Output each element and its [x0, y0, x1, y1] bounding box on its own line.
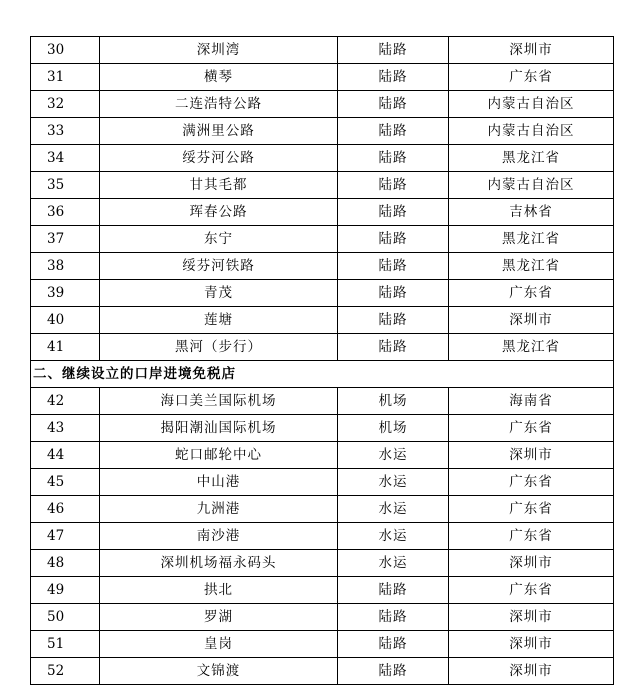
port-name: 横琴: [100, 64, 338, 91]
port-region: 内蒙古自治区: [449, 172, 614, 199]
port-type: 陆路: [338, 577, 449, 604]
table-row: [31, 37, 614, 64]
port-name: 中山港: [100, 469, 338, 496]
row-number: 37: [31, 226, 100, 253]
port-region: 广东省: [449, 469, 614, 496]
row-number: 51: [31, 631, 100, 658]
port-name: 深圳湾: [100, 37, 338, 64]
table-row: [31, 577, 614, 604]
port-name: 绥芬河公路: [100, 145, 338, 172]
table-row: [31, 415, 614, 442]
row-number: 43: [31, 415, 100, 442]
row-number: 34: [31, 145, 100, 172]
port-region: 黑龙江省: [449, 145, 614, 172]
table-row: [31, 280, 614, 307]
port-type: 水运: [338, 496, 449, 523]
table-row: [31, 145, 614, 172]
port-region: 广东省: [449, 523, 614, 550]
port-type: 陆路: [338, 199, 449, 226]
section-heading: 二、继续设立的口岸进境免税店: [31, 361, 614, 388]
port-type: 陆路: [338, 91, 449, 118]
port-type: 陆路: [338, 631, 449, 658]
port-type: 陆路: [338, 64, 449, 91]
port-name: 皇岗: [100, 631, 338, 658]
port-name: 黑河（步行）: [100, 334, 338, 361]
port-type: 陆路: [338, 334, 449, 361]
port-type: 陆路: [338, 658, 449, 685]
port-region: 内蒙古自治区: [449, 91, 614, 118]
table-row: [31, 604, 614, 631]
port-type: 陆路: [338, 118, 449, 145]
port-name: 东宁: [100, 226, 338, 253]
port-region: 深圳市: [449, 442, 614, 469]
port-name: 南沙港: [100, 523, 338, 550]
port-type: 陆路: [338, 172, 449, 199]
port-region: 深圳市: [449, 307, 614, 334]
port-name: 绥芬河铁路: [100, 253, 338, 280]
port-name: 揭阳潮汕国际机场: [100, 415, 338, 442]
row-number: 32: [31, 91, 100, 118]
port-name: 拱北: [100, 577, 338, 604]
table-row: [31, 550, 614, 577]
table-row: [31, 496, 614, 523]
table-row: [31, 64, 614, 91]
port-name: 深圳机场福永码头: [100, 550, 338, 577]
port-region: 吉林省: [449, 199, 614, 226]
port-name: 蛇口邮轮中心: [100, 442, 338, 469]
row-number: 49: [31, 577, 100, 604]
port-region: 黑龙江省: [449, 253, 614, 280]
port-name: 文锦渡: [100, 658, 338, 685]
row-number: 36: [31, 199, 100, 226]
row-number: 48: [31, 550, 100, 577]
port-region: 黑龙江省: [449, 334, 614, 361]
port-type: 水运: [338, 442, 449, 469]
port-type: 陆路: [338, 226, 449, 253]
port-name: 九洲港: [100, 496, 338, 523]
table-row: [31, 334, 614, 361]
port-region: 黑龙江省: [449, 226, 614, 253]
port-region: 广东省: [449, 496, 614, 523]
port-name: 莲塘: [100, 307, 338, 334]
port-type: 陆路: [338, 604, 449, 631]
table-row: [31, 658, 614, 685]
port-region: 广东省: [449, 280, 614, 307]
port-region: 内蒙古自治区: [449, 118, 614, 145]
section-heading-row: [31, 361, 614, 388]
table-row: [31, 631, 614, 658]
row-number: 45: [31, 469, 100, 496]
row-number: 44: [31, 442, 100, 469]
port-type: 机场: [338, 415, 449, 442]
table-row: [31, 469, 614, 496]
table-row: [31, 253, 614, 280]
port-type: 水运: [338, 523, 449, 550]
row-number: 38: [31, 253, 100, 280]
port-type: 机场: [338, 388, 449, 415]
port-name: 海口美兰国际机场: [100, 388, 338, 415]
row-number: 46: [31, 496, 100, 523]
row-number: 47: [31, 523, 100, 550]
port-name: 珲春公路: [100, 199, 338, 226]
port-name: 二连浩特公路: [100, 91, 338, 118]
table-row: [31, 172, 614, 199]
port-region: 深圳市: [449, 631, 614, 658]
port-region: 海南省: [449, 388, 614, 415]
row-number: 39: [31, 280, 100, 307]
port-name: 罗湖: [100, 604, 338, 631]
duty-free-port-table: [30, 36, 614, 685]
port-type: 水运: [338, 550, 449, 577]
port-name: 甘其毛都: [100, 172, 338, 199]
row-number: 42: [31, 388, 100, 415]
table-row: [31, 388, 614, 415]
row-number: 50: [31, 604, 100, 631]
row-number: 30: [31, 37, 100, 64]
port-region: 深圳市: [449, 37, 614, 64]
port-region: 广东省: [449, 577, 614, 604]
port-type: 水运: [338, 469, 449, 496]
port-region: 深圳市: [449, 550, 614, 577]
port-type: 陆路: [338, 253, 449, 280]
row-number: 33: [31, 118, 100, 145]
row-number: 52: [31, 658, 100, 685]
table-row: [31, 226, 614, 253]
row-number: 31: [31, 64, 100, 91]
table-row: [31, 307, 614, 334]
table-row: [31, 91, 614, 118]
port-region: 广东省: [449, 415, 614, 442]
port-region: 广东省: [449, 64, 614, 91]
port-type: 陆路: [338, 280, 449, 307]
row-number: 40: [31, 307, 100, 334]
port-name: 满洲里公路: [100, 118, 338, 145]
port-region: 深圳市: [449, 604, 614, 631]
table-row: [31, 118, 614, 145]
port-name: 青茂: [100, 280, 338, 307]
table-row: [31, 199, 614, 226]
port-type: 陆路: [338, 145, 449, 172]
port-type: 陆路: [338, 37, 449, 64]
table-row: [31, 442, 614, 469]
row-number: 41: [31, 334, 100, 361]
table-row: [31, 523, 614, 550]
row-number: 35: [31, 172, 100, 199]
table-body: [31, 37, 614, 685]
port-region: 深圳市: [449, 658, 614, 685]
port-type: 陆路: [338, 307, 449, 334]
